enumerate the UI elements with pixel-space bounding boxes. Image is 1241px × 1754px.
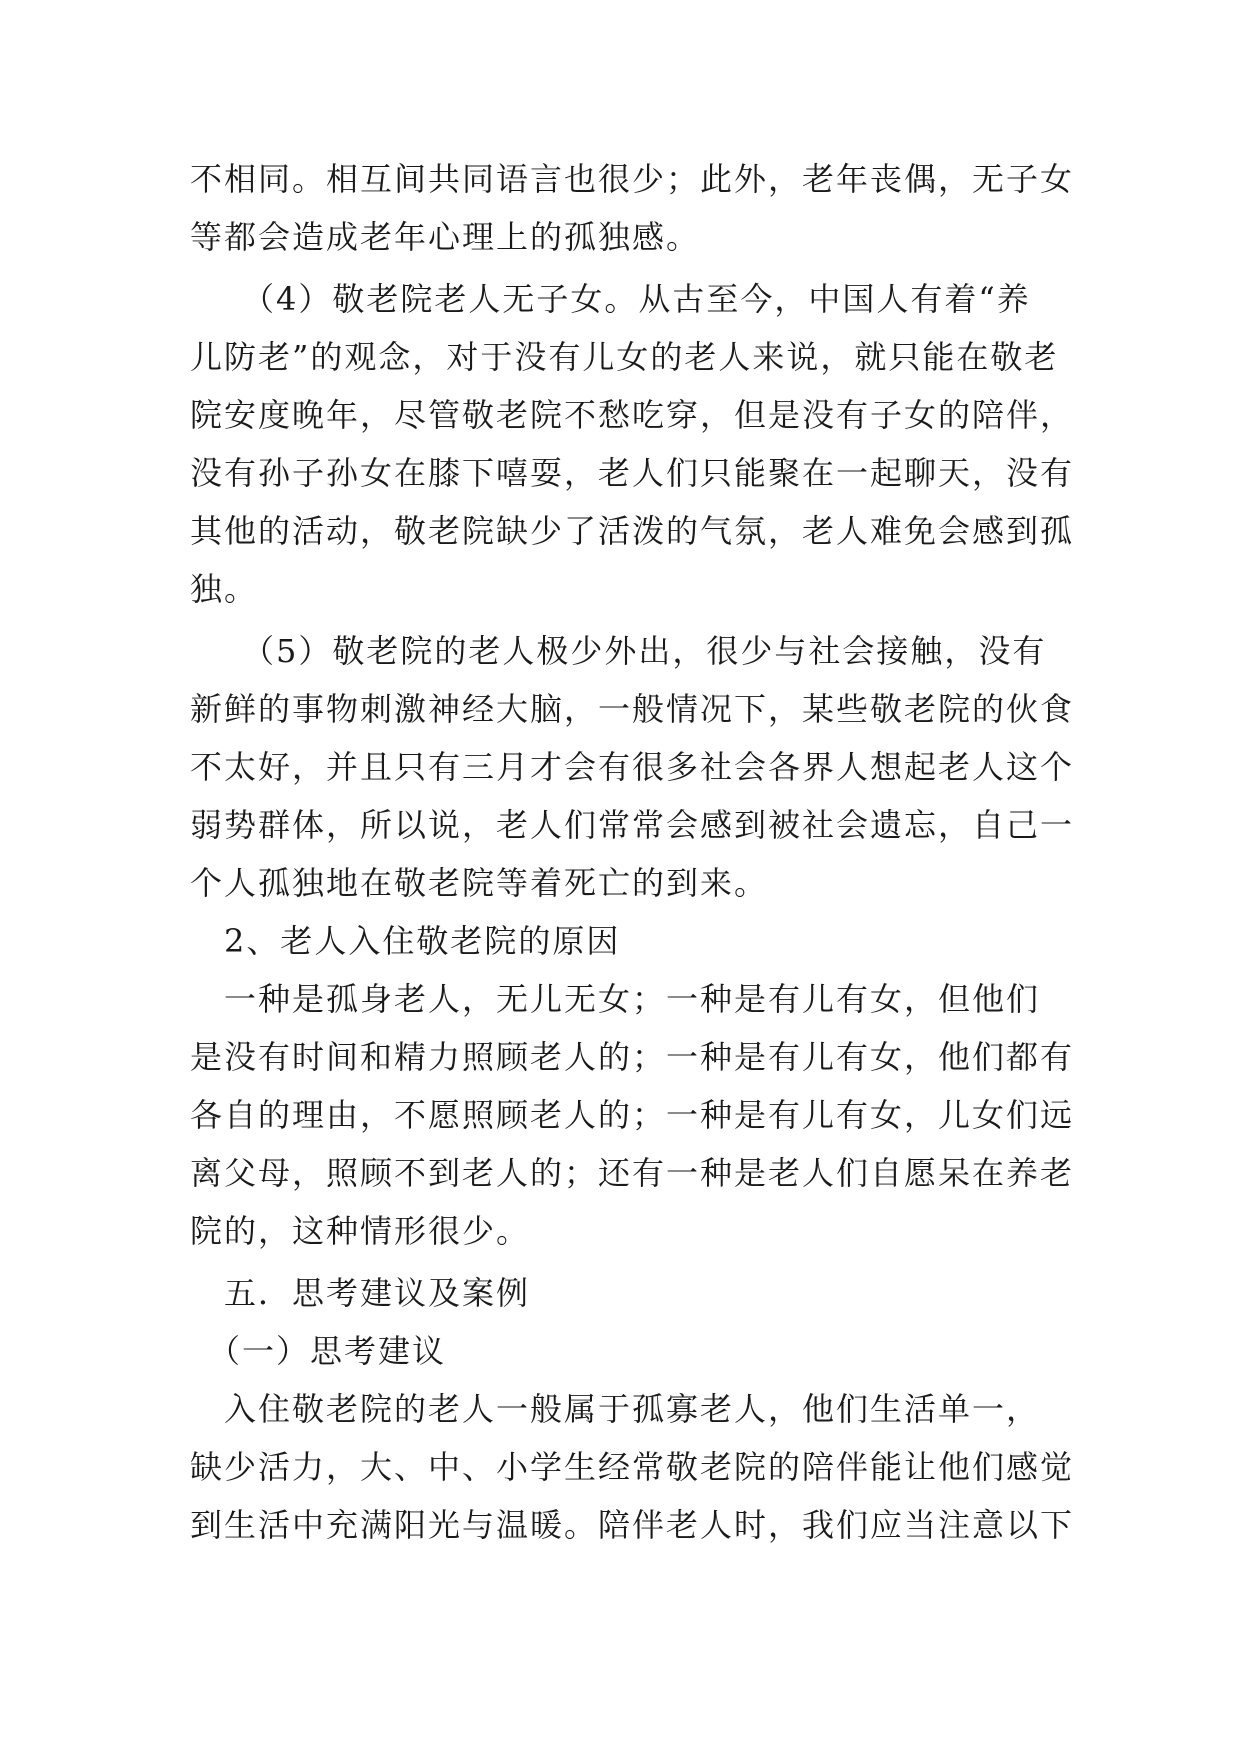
section-heading: 五．思考建议及案例 bbox=[190, 1274, 531, 1312]
paragraph-line: 新鲜的事物刺激神经大脑，一般情况下，某些敬老院的伙食 bbox=[190, 690, 1075, 728]
paragraph-line: 不太好，并且只有三月才会有很多社会各界人想起老人这个 bbox=[190, 748, 1075, 786]
paragraph-line: 院安度晚年，尽管敬老院不愁吃穿，但是没有子女的陪伴， bbox=[190, 396, 1075, 434]
paragraph-line: 是没有时间和精力照顾老人的；一种是有儿有女，他们都有 bbox=[190, 1038, 1075, 1076]
paragraph-line: 到生活中充满阳光与温暖。陪伴老人时，我们应当注意以下 bbox=[190, 1506, 1075, 1544]
paragraph-line: 缺少活力，大、中、小学生经常敬老院的陪伴能让他们感觉 bbox=[190, 1448, 1075, 1486]
paragraph-line: （5）敬老院的老人极少外出，很少与社会接触，没有 bbox=[190, 632, 1047, 670]
paragraph-line: 独。 bbox=[190, 570, 259, 608]
paragraph-line: 离父母，照顾不到老人的；还有一种是老人们自愿呆在养老 bbox=[190, 1154, 1075, 1192]
paragraph-line: 儿防老”的观念，对于没有儿女的老人来说，就只能在敬老 bbox=[190, 338, 1059, 376]
paragraph-line: 各自的理由，不愿照顾老人的；一种是有儿有女，儿女们远 bbox=[190, 1096, 1075, 1134]
paragraph-line: 不相同。相互间共同语言也很少；此外，老年丧偶，无子女 bbox=[190, 160, 1075, 198]
paragraph-line: 等都会造成老年心理上的孤独感。 bbox=[190, 218, 701, 256]
paragraph-line: 一种是孤身老人，无儿无女；一种是有儿有女，但他们 bbox=[190, 980, 1041, 1018]
paragraph-line: 弱势群体，所以说，老人们常常会感到被社会遗忘，自己一 bbox=[190, 806, 1075, 844]
paragraph-line: 其他的活动，敬老院缺少了活泼的气氛，老人难免会感到孤 bbox=[190, 512, 1075, 550]
section-heading: 2、老人入住敬老院的原因 bbox=[190, 922, 621, 960]
paragraph-line: 没有孙子孙女在膝下嘻耍，老人们只能聚在一起聊天，没有 bbox=[190, 454, 1075, 492]
paragraph-line: （4）敬老院老人无子女。从古至今，中国人有着“养 bbox=[190, 280, 1031, 318]
document-body bbox=[190, 150, 1075, 1554]
subsection-heading: （一）思考建议 bbox=[190, 1332, 447, 1370]
paragraph-line: 院的，这种情形很少。 bbox=[190, 1212, 531, 1250]
paragraph-line: 个人孤独地在敬老院等着死亡的到来。 bbox=[190, 864, 769, 902]
paragraph-line: 入住敬老院的老人一般属于孤寡老人，他们生活单一， bbox=[190, 1390, 1041, 1428]
